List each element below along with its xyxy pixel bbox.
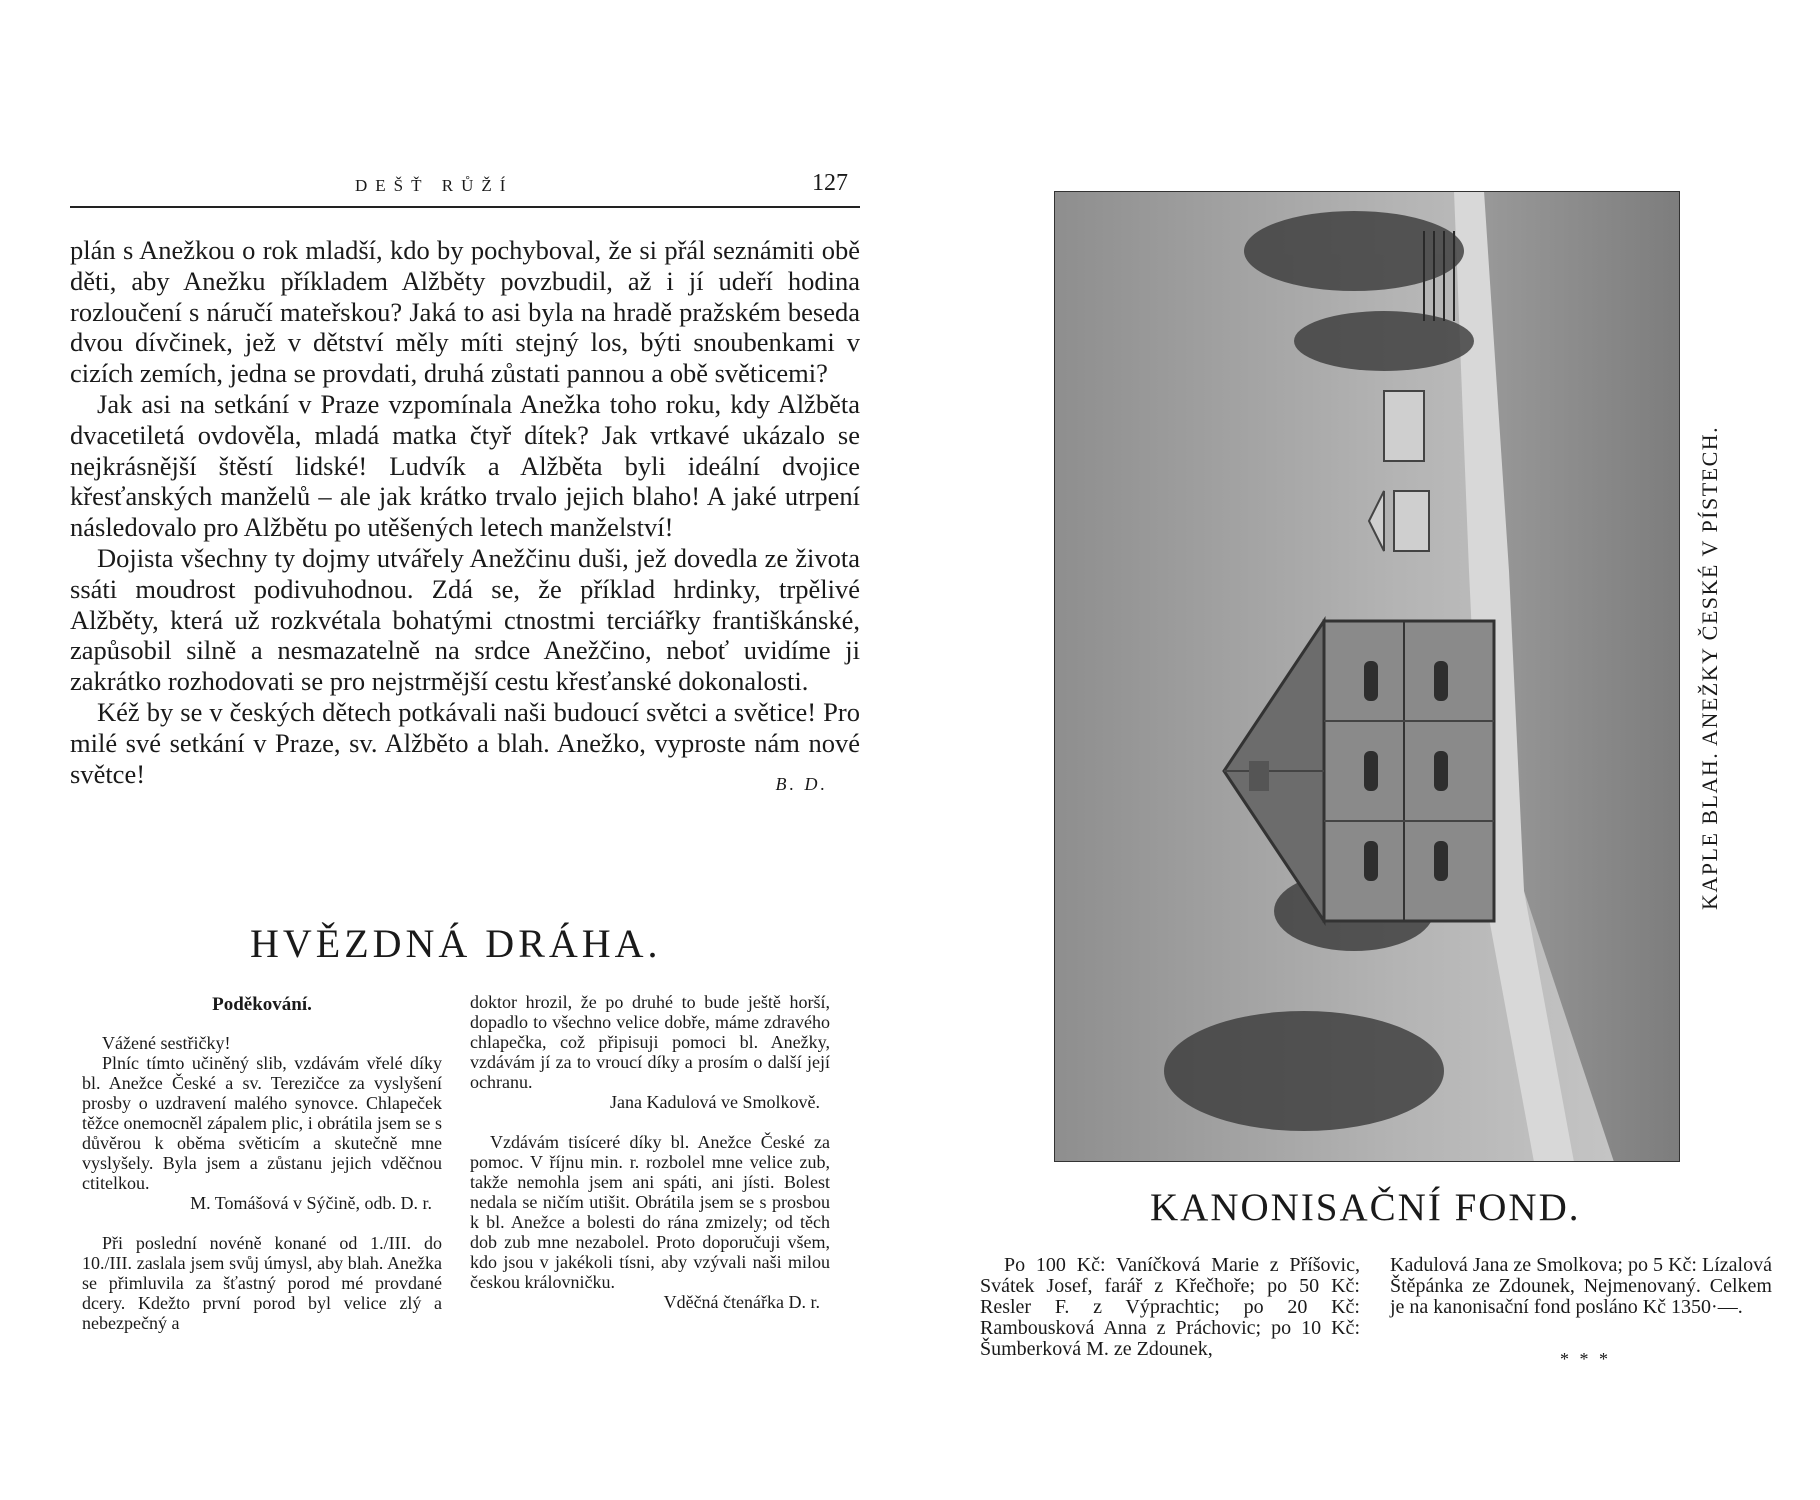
paragraph: Jak asi na setkání v Praze vzpomínala Anežka toho roku, kdy Alžběta dvacetiletá ovdověla, mladá matka čtyř dítek? Jak vrtkavé ukázalo se nejkrásnější štěstí lidské! Ludvík a Alžběta byli ideální dvojice křesťanských manželů – ale jak krátko trvalo jejich blaho! A jaké utrpení následovalo pro Alžbětu po utěšených letech manželství!	[70, 388, 860, 543]
letter-signature: M. Tomášová v Sýčině, odb. D. r.	[190, 1193, 432, 1213]
fund-title: KANONISAČNÍ FOND.	[1150, 1186, 1581, 1229]
fund-text: Po 100 Kč: Vaníčková Marie z Příšovic, Svátek Josef, farář z Křečhoře; po 50 Kč: Resler F. z Výprachtic; po 20 Kč: Rambousková Anna z Práchovic; po 10 Kč: Šumberková M. ze Zdounek,	[980, 1254, 1360, 1360]
letter-text: Vzdávám tisíceré díky bl. Anežce České za pomoc. V říjnu min. r. rozbolel mne velice zub, takže nemohla jsem ani spáti, ani jísti. Bolest nedala se ničím utišit. Obrátila jsem se s prosbou k bl. Anežce a bolesti do rána zmizely; od těch dob zub mne nezabolel. Proto doporučuji všem, kdo jsou v jakékoli tísni, aby vzývali naši milou českou královničku.	[470, 1132, 830, 1292]
right-column	[470, 992, 830, 1312]
letter-text: doktor hrozil, že po druhé to bude ještě horší, dopadlo to všechno velice dobře, máme zdravého chlapečka, což připisuji pomoci bl. Anežky, vzdávám jí za to vroucí díky a prosím o další její ochranu.	[470, 992, 830, 1092]
letter-signature: Vděčná čtenářka D. r.	[663, 1292, 820, 1312]
fund-left-column	[980, 1255, 1360, 1360]
letter-text: Plníc tímto učiněný slib, vzdávám vřelé díky bl. Anežce České a sv. Terezičce za vyslyšení prosby o uzdravení malého synovce. Chlapeček těžce onemocněl zápalem plic, i obrátila jsem se s důvěrou k oběma světicím a skutečně mne vyslyšely. Byla jsem a zůstanu jejich vděčnou ctitelkou.	[82, 1053, 442, 1193]
fund-text: Kadulová Jana ze Smolkova; po 5 Kč: Lízalová Štěpánka ze Zdounek, Nejmenovaný. Celkem je na kanonisační fond posláno Kč 1350·—.	[1390, 1254, 1772, 1318]
paragraph-text: Kéž by se v českých dětech potkávali naši budoucí světci a světice! Pro milé své setkání v Praze, sv. Alžběto a blah. Anežko, vyproste nám nové světce!	[70, 696, 860, 789]
chapel-photo	[1054, 191, 1680, 1162]
running-head: DEŠŤ RŮŽÍ	[355, 176, 514, 195]
paragraph: plán s Anežkou o rok mladší, kdo by pochyboval, že si přál seznámiti obě děti, aby Anežku příkladem Alžběty povzbudil, až i jí udeří hodina rozloučení s náručí mateřskou? Jaká to asi byla na hradě pražském beseda dvou dívčinek, jež v dětství měly míti stejný los, býti snoubenkami v cizích zemích, jedna se provdati, druhá zůstati pannou a obě světicemi?	[70, 235, 860, 389]
header-rule	[70, 206, 860, 208]
left-column	[82, 995, 442, 1333]
section-title: HVĚZDNÁ DRÁHA.	[250, 921, 662, 966]
paragraph: Dojista všechny ty dojmy utvářely Anežčinu duši, jež dovedla ze života ssáti moudrost podivuhodnou. Zdá se, že příklad hrdinky, trpělivé Alžběty, která už rozkvétala bohatými ctnostmi terciářky františkánské, zapůsobil silně a nesmazatelně na srdce Anežčino, neboť uvidíme ji zakrátko rozhodovati se pro nejstrmější cestu křesťanské dokonalosti.	[70, 542, 860, 697]
letter-signature: Jana Kadulová ve Smolkově.	[610, 1092, 820, 1112]
page-number: 127	[812, 170, 848, 196]
fund-right-column	[1390, 1255, 1772, 1318]
author-signature: B. D.	[775, 773, 828, 794]
salutation: Vážené sestřičky!	[102, 1033, 231, 1053]
photo-caption-container	[1690, 425, 1730, 910]
column-heading: Poděkování.	[212, 994, 312, 1015]
photo-caption: KAPLE BLAH. ANEŽKY ČESKÉ V PÍSTECH.	[1697, 425, 1722, 910]
article-body	[70, 235, 860, 799]
section-end-stars: * * *	[1560, 1349, 1611, 1369]
paragraph	[70, 696, 860, 794]
letter-text: Při poslední novéně konané od 1./III. do 10./III. zaslala jsem svůj úmysl, aby blah. Anežka se přimluvila za šťastný porod mé provdané dcery. Kdežto první porod byl velice zlý a nebezpečný a	[82, 1233, 442, 1333]
chapel-photo-image	[1054, 191, 1680, 1162]
